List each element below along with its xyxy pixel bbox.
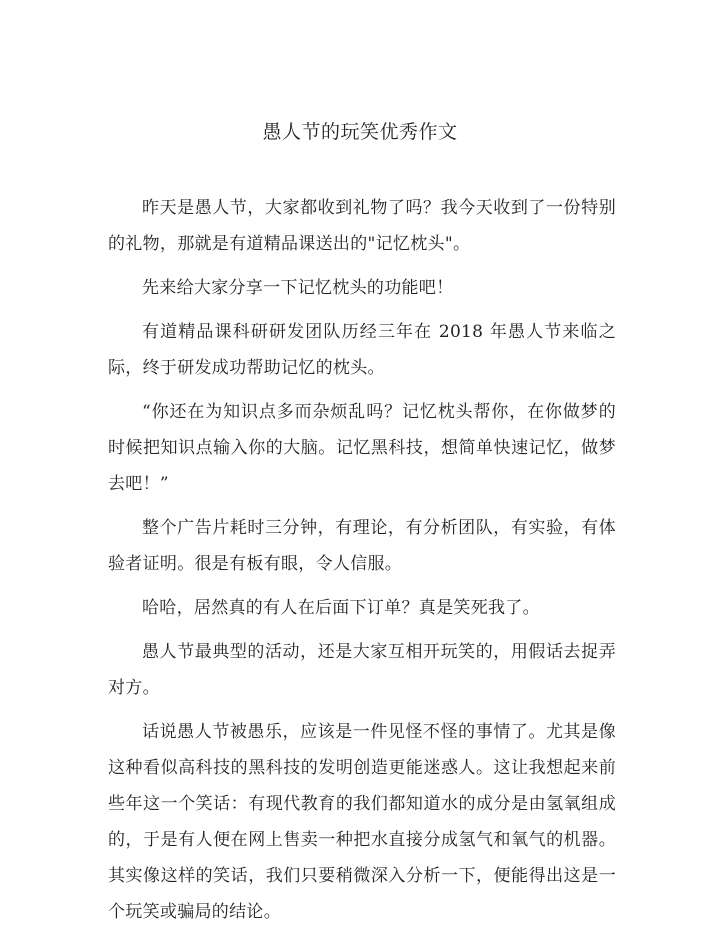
- paragraph-4: “你还在为知识点多而杂烦乱吗？记忆枕头帮你，在你做梦的时候把知识点输入你的大脑。记忆黑科技，想简单快速记忆，做梦去吧！”: [108, 402, 616, 494]
- paragraph-6: 哈哈，居然真的有人在后面下订单？真是笑死我了。: [142, 598, 540, 618]
- paragraph-3: 有道精品课科研研发团队历经三年在 2018 年愚人节来临之际，终于研发成功帮助记忆的枕头。: [108, 322, 616, 378]
- paragraph-7: 愚人节最典型的活动，还是大家互相开玩笑的，用假话去捉弄对方。: [108, 642, 616, 698]
- paragraph-5: 整个广告片耗时三分钟，有理论，有分析团队，有实验，有体验者证明。很是有板有眼，令人信服。: [108, 518, 616, 574]
- paragraph-1: 昨天是愚人节，大家都收到礼物了吗？我今天收到了一份特别的礼物，那就是有道精品课送出的"记忆枕头"。: [108, 198, 616, 254]
- paragraph-8: 话说愚人节被愚乐，应该是一件见怪不怪的事情了。尤其是像这种看似高科技的黑科技的发明创造更能迷惑人。这让我想起来前些年这一个笑话：有现代教育的我们都知道水的成分是由氢氧组成的，于是有人便在网上售卖一种把水直接分成氢气和氧气的机器。其实像这样的笑话，我们只要稍微深入分析一下，便能得出这是一个玩笑或骗局的结论。: [108, 722, 616, 922]
- document-body: [108, 190, 616, 938]
- paragraph-2: 先来给大家分享一下记忆枕头的功能吧！: [142, 278, 454, 298]
- document-title: 愚人节的玩笑优秀作文: [262, 121, 458, 143]
